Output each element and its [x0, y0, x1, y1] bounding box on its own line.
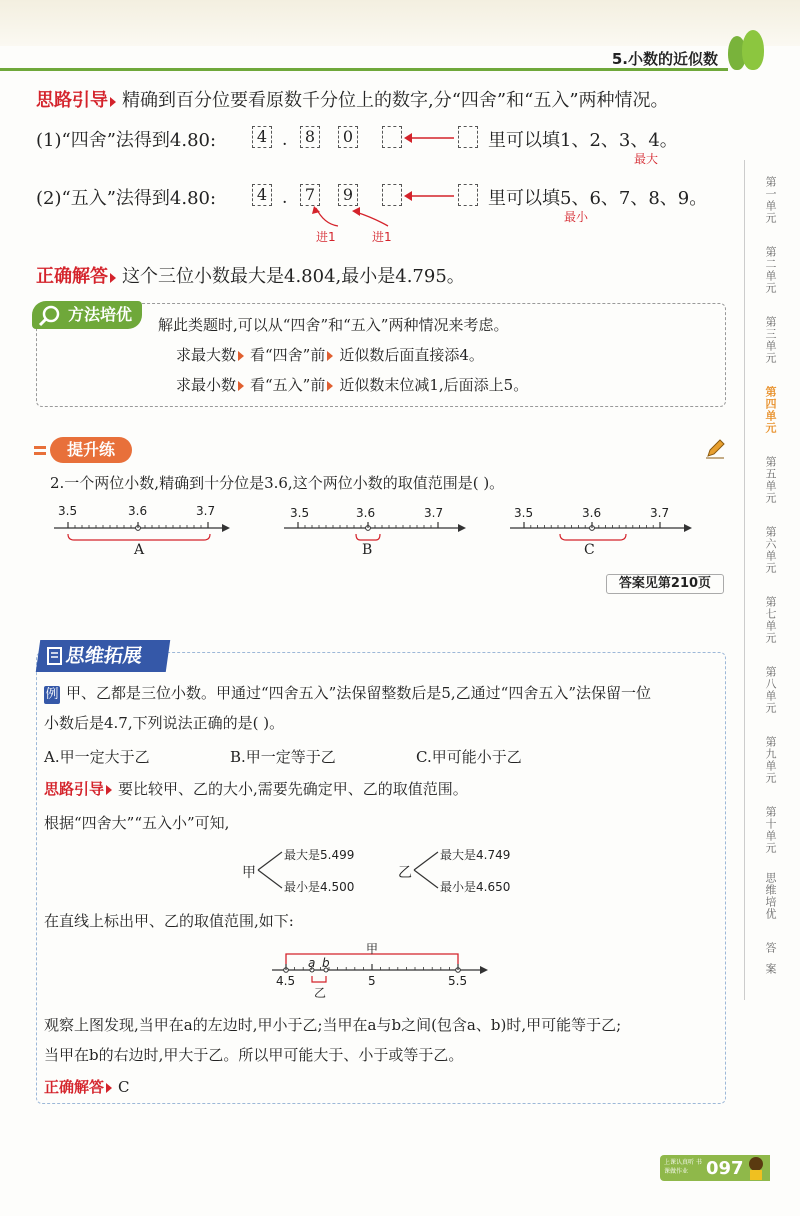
side-tab-unit-4[interactable]: 第四单元 — [764, 386, 777, 434]
line-c-tick-2: 3.6 — [582, 506, 602, 520]
side-tab-unit-6[interactable]: 第六单元 — [764, 526, 777, 574]
triangle-icon — [106, 785, 112, 795]
row1-suffix: 里可以填1、2、3、4。 — [488, 130, 678, 151]
row2-digit-2: 7 — [300, 184, 320, 206]
side-tab-unit-7[interactable]: 第七单元 — [764, 596, 777, 644]
side-tab-thinking[interactable]: 思维培优 — [764, 872, 777, 920]
page-tab-text: 上课认真听 书课做作业 — [664, 1159, 702, 1175]
side-tab-unit-2[interactable]: 第二单元 — [764, 246, 777, 294]
row2-prefix: (2)“五入”法得到4.80: — [36, 188, 217, 209]
choice-c: C.甲可能小于乙 — [416, 748, 522, 766]
side-tab-unit-9[interactable]: 第九单元 — [764, 736, 777, 784]
tree-icon — [726, 30, 766, 74]
hint-label: 思路引导 — [36, 90, 108, 111]
method-max-line: 求最大数 看“四舍”前 近似数后面直接添4。 — [176, 346, 484, 364]
side-tab-unit-8[interactable]: 第八单元 — [764, 666, 777, 714]
header-divider — [0, 68, 728, 71]
line-a-tick-3: 3.7 — [196, 504, 216, 518]
option-b: B — [362, 542, 373, 558]
method-intro: 解此类题时,可以从“四舍”和“五入”两种情况来考虑。 — [158, 316, 509, 334]
carry-label-2: 进1 — [372, 230, 392, 244]
practice-question: 2.一个两位小数,精确到十分位是3.6,这个两位小数的取值范围是( )。 — [50, 474, 505, 492]
row-2 — [36, 184, 216, 210]
mark-text: 在直线上标出甲、乙的取值范围,如下: — [44, 912, 294, 930]
carry-arrows — [300, 204, 400, 230]
range-yi-label: 乙 — [314, 986, 327, 1000]
range-tick-1: 4.5 — [276, 974, 296, 988]
choice-a: A.甲一定大于乙 — [44, 748, 150, 766]
row1-note: 最大 — [634, 152, 659, 166]
number-line-b — [284, 522, 466, 540]
line-a-tick-1: 3.5 — [58, 504, 78, 518]
range-tick-3: 5.5 — [448, 974, 468, 988]
row2-dot: . — [282, 188, 288, 208]
example-line-2: 小数后是4.7,下列说法正确的是( )。 — [44, 714, 285, 732]
row2-box-right — [458, 184, 478, 206]
triangle-icon — [110, 97, 116, 107]
side-tab-unit-5[interactable]: 第五单元 — [764, 456, 777, 504]
practice-dash — [34, 452, 46, 455]
side-tab-unit-10[interactable]: 第十单元 — [764, 806, 777, 854]
top-band — [0, 0, 800, 46]
row1-dot: . — [282, 130, 288, 150]
method-badge: 方法培优 — [32, 301, 142, 329]
example-tag: 例 — [45, 687, 59, 702]
jia-min: 最小是4.500 — [284, 880, 355, 894]
arrow-icon — [238, 381, 244, 391]
range-tick-2: 5 — [368, 974, 376, 988]
side-tab-unit-3[interactable]: 第三单元 — [764, 316, 777, 364]
answer-line-1 — [36, 262, 465, 288]
practice-dash — [34, 446, 46, 449]
option-c: C — [584, 542, 595, 558]
row1-arrow — [402, 128, 458, 148]
side-tab-divider — [744, 160, 745, 1000]
carry-label-1: 进1 — [316, 230, 336, 244]
row2-suffix: 里可以填5、6、7、8、9。 — [488, 188, 708, 209]
thinking-badge: 思维拓展 — [36, 640, 170, 672]
side-tab-unit-1[interactable]: 第一单元 — [764, 176, 777, 224]
pencil-icon — [704, 438, 726, 460]
row-1 — [36, 126, 216, 152]
range-b-label: b — [322, 956, 330, 970]
arrow-icon — [327, 381, 333, 391]
page-number: 097 — [706, 1158, 744, 1179]
answer-reference: 答案见第210页 — [606, 574, 724, 594]
basis-text: 根据“四舍大”“五入小”可知, — [44, 814, 230, 832]
number-line-c — [510, 522, 692, 540]
row1-digit-2: 8 — [300, 126, 320, 148]
range-number-line — [266, 938, 496, 998]
answer-text: 这个三位小数最大是4.804,最小是4.795。 — [122, 266, 465, 287]
row1-digit-4 — [382, 126, 402, 148]
answer-label: 正确解答 — [36, 266, 108, 287]
line-b-tick-2: 3.6 — [356, 506, 376, 520]
row2-digit-1: 4 — [252, 184, 272, 206]
line-c-tick-3: 3.7 — [650, 506, 670, 520]
triangle-icon — [106, 1083, 112, 1093]
arrow-icon — [327, 351, 333, 361]
row2-arrow — [402, 186, 458, 206]
section-title: 5.小数的近似数 — [611, 50, 718, 68]
row1-digit-1: 4 — [252, 126, 272, 148]
row2-digit-4 — [382, 184, 402, 206]
hint-line-1 — [36, 86, 669, 112]
range-a-label: a — [308, 956, 316, 970]
thinking-answer: 正确解答 C — [44, 1078, 130, 1096]
example-line-1: 例 甲、乙都是三位小数。甲通过“四舍五入”法保留整数后是5,乙通过“四舍五入”法保留一位 — [45, 684, 651, 702]
thinking-hint: 思路引导 要比较甲、乙的大小,需要先确定甲、乙的取值范围。 — [44, 780, 468, 798]
row1-prefix: (1)“四舍”法得到4.80: — [36, 130, 217, 151]
arrow-icon — [238, 351, 244, 361]
choice-b: B.甲一定等于乙 — [230, 748, 336, 766]
line-b-tick-3: 3.7 — [424, 506, 444, 520]
line-b-tick-1: 3.5 — [290, 506, 310, 520]
row1-digit-3: 0 — [338, 126, 358, 148]
yi-label: 乙 — [398, 865, 412, 881]
row2-digit-3: 9 — [338, 184, 358, 206]
side-tab-answers[interactable]: 答案 — [764, 942, 777, 984]
range-jia-label: 甲 — [366, 942, 379, 956]
jia-max: 最大是5.499 — [284, 848, 355, 862]
number-line-a — [54, 522, 230, 540]
practice-badge: 提升练 — [50, 437, 132, 463]
row1-box-right — [458, 126, 478, 148]
triangle-icon — [110, 273, 116, 283]
yi-min: 最小是4.650 — [440, 880, 511, 894]
mascot-icon — [744, 1154, 768, 1182]
option-a: A — [134, 542, 145, 558]
observe-line-1: 观察上图发现,当甲在a的左边时,甲小于乙;当甲在a与b之间(包含a、b)时,甲可能等于乙; — [44, 1016, 622, 1034]
jia-label: 甲 — [242, 865, 256, 881]
book-icon — [46, 646, 64, 666]
hint-text: 精确到百分位要看原数千分位上的数字,分“四舍”和“五入”两种情况。 — [122, 90, 669, 111]
yi-branch — [412, 848, 442, 892]
magnifier-icon — [38, 304, 64, 328]
line-a-tick-2: 3.6 — [128, 504, 148, 518]
jia-branch — [256, 848, 286, 892]
observe-line-2: 当甲在b的右边时,甲大于乙。所以甲可能大于、小于或等于乙。 — [44, 1046, 464, 1064]
yi-max: 最大是4.749 — [440, 848, 511, 862]
method-min-line: 求最小数 看“五入”前 近似数末位减1,后面添上5。 — [176, 376, 529, 394]
line-c-tick-1: 3.5 — [514, 506, 534, 520]
row2-note: 最小 — [564, 210, 589, 224]
